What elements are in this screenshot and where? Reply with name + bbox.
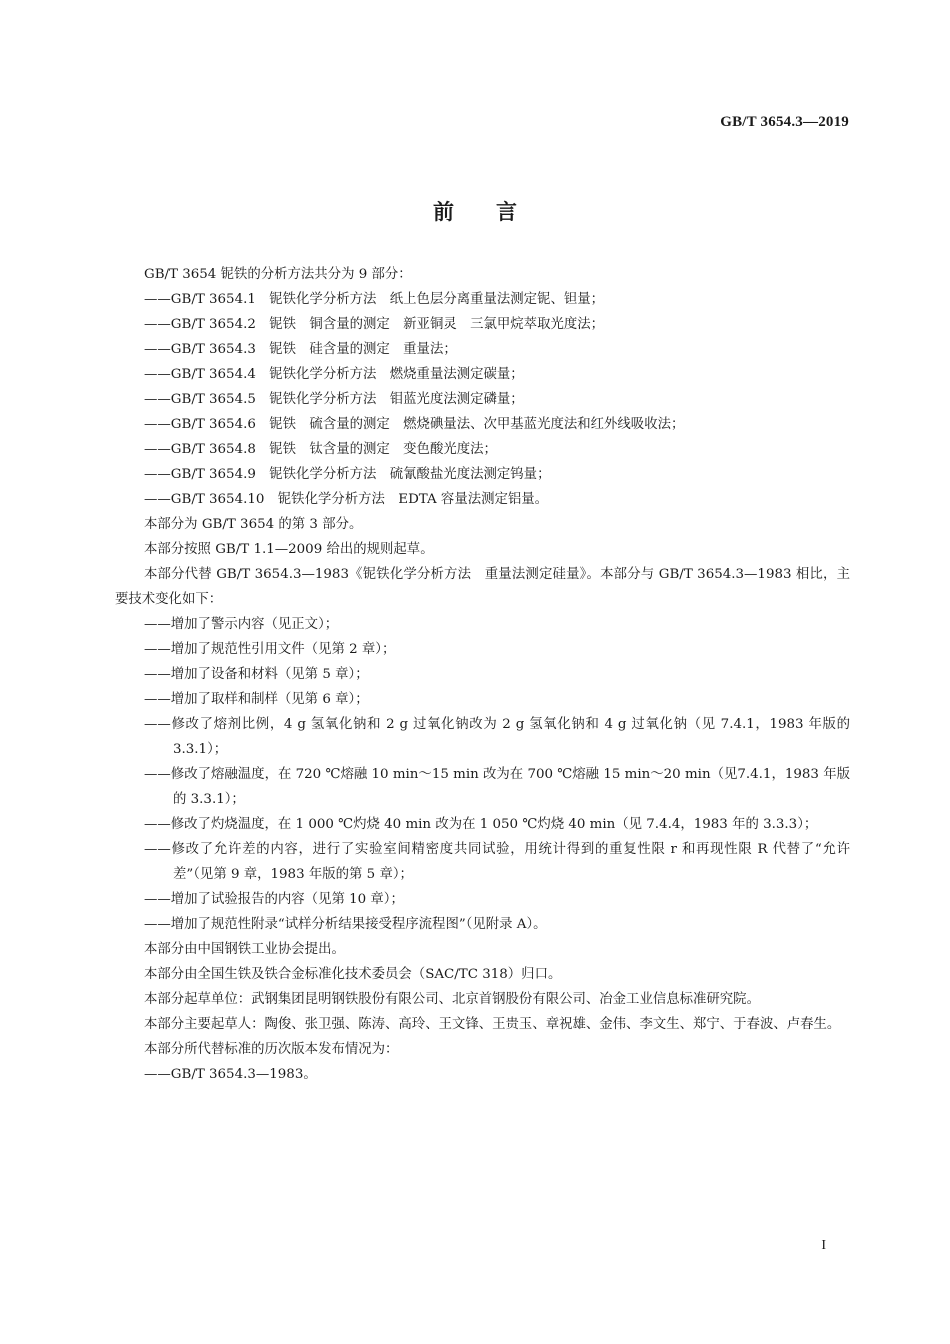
replacement-statement: 本部分代替 GB/T 3654.3—1983《铌铁化学分析方法 重量法测定硅量》。本部分与 GB/T 3654.3—1983 相比，主要技术变化如下：: [115, 567, 850, 607]
history-list: [115, 1062, 850, 1087]
list-item: ——增加了规范性附录“试样分析结果接受程序流程图”（见附录 A）。: [144, 917, 547, 932]
drafting-rules: 本部分按照 GB/T 1.1—2009 给出的规则起草。: [144, 542, 434, 557]
list-item: ——GB/T 3654.9 铌铁化学分析方法 硫氰酸盐光度法测定钨量；: [144, 467, 551, 482]
list-item: ——增加了试验报告的内容（见第 10 章）；: [144, 892, 404, 907]
main-drafters: 本部分主要起草人：陶俊、张卫强、陈涛、高玲、王文锋、王贵玉、章祝雄、金伟、李文生、郑宁、于春波、卢春生。: [144, 1017, 841, 1032]
standard-code: GB/T 3654.3—2019: [720, 114, 849, 130]
list-item: ——修改了灼烧温度，在 1 000 ℃灼烧 40 min 改为在 1 050 ℃灼烧 40 min（见 7.4.4，1983 年的 3.3.3）；: [144, 817, 818, 832]
list-item: ——修改了熔剂比例，4 g 氢氧化钠和 2 g 过氧化钠改为 2 g 氢氧化钠和 4 g 过氧化钠（见 7.4.1，1983 年版的 3.3.1）；: [144, 717, 850, 757]
list-item: ——GB/T 3654.5 铌铁化学分析方法 钼蓝光度法测定磷量；: [144, 392, 524, 407]
history-intro: 本部分所代替标准的历次版本发布情况为：: [144, 1042, 399, 1057]
parts-list: [115, 287, 850, 512]
foreword-body: [115, 262, 850, 1087]
list-item: ——GB/T 3654.2 铌铁 铜含量的测定 新亚铜灵 三氯甲烷萃取光度法；: [144, 317, 605, 332]
list-item: ——修改了熔融温度，在 720 ℃熔融 10 min～15 min 改为在 700 ℃熔融 15 min～20 min（见7.4.1，1983 年版的 3.3.1）；: [144, 767, 850, 807]
list-item: ——修改了允许差的内容，进行了实验室间精密度共同试验，用统计得到的重复性限 r 和再现性限 R 代替了“允许差”（见第 9 章，1983 年版的第 5 章）；: [144, 842, 850, 882]
part-statement: 本部分为 GB/T 3654 的第 3 部分。: [144, 517, 363, 532]
list-item: ——GB/T 3654.4 铌铁化学分析方法 燃烧重量法测定碳量；: [144, 367, 524, 382]
list-item: ——GB/T 3654.3 铌铁 硅含量的测定 重量法；: [144, 342, 457, 357]
intro-paragraph: GB/T 3654 铌铁的分析方法共分为 9 部分：: [144, 267, 412, 282]
centralized-by: 本部分由全国生铁及铁合金标准化技术委员会（SAC/TC 318）归口。: [144, 967, 562, 982]
list-item: ——增加了规范性引用文件（见第 2 章）；: [144, 642, 396, 657]
changes-list: [115, 612, 850, 937]
list-item: ——增加了设备和材料（见第 5 章）；: [144, 667, 369, 682]
list-item: ——GB/T 3654.10 铌铁化学分析方法 EDTA 容量法测定铝量。: [144, 492, 549, 507]
list-item: ——GB/T 3654.1 铌铁化学分析方法 纸上色层分离重量法测定铌、钽量；: [144, 292, 605, 307]
list-item: ——增加了警示内容（见正文）；: [144, 617, 339, 632]
list-item: ——GB/T 3654.6 铌铁 硫含量的测定 燃烧碘量法、次甲基蓝光度法和红外线吸收法；: [144, 417, 685, 432]
proposed-by: 本部分由中国钢铁工业协会提出。: [144, 942, 345, 957]
list-item: ——GB/T 3654.3—1983。: [144, 1067, 317, 1082]
page-number: I: [821, 1238, 826, 1253]
drafting-units: 本部分起草单位：武钢集团昆明钢铁股份有限公司、北京首钢股份有限公司、冶金工业信息标准研究院。: [144, 992, 760, 1007]
list-item: ——增加了取样和制样（见第 6 章）；: [144, 692, 369, 707]
list-item: ——GB/T 3654.8 铌铁 钛含量的测定 变色酸光度法；: [144, 442, 497, 457]
page-title: 前言: [433, 200, 559, 224]
